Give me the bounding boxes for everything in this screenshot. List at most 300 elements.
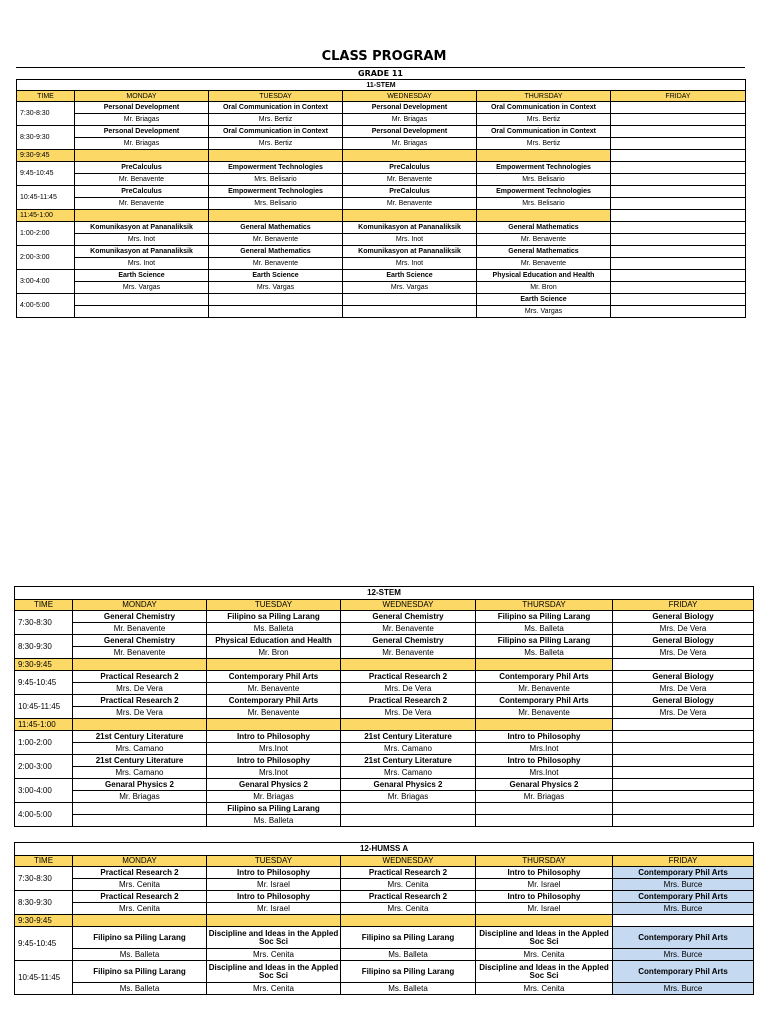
subject-cell: Filipino sa Piling Larang [341, 961, 476, 983]
break-time: 11:45-1:00 [17, 210, 75, 222]
teacher-cell: Mr. Briagas [341, 791, 476, 803]
break-cell [476, 659, 613, 671]
table-row [15, 635, 754, 647]
teacher-row [15, 647, 754, 659]
teacher-cell: Mrs. Belisario [477, 198, 611, 210]
subject-cell: Contemporary Phil Arts [476, 695, 613, 707]
teacher-row [17, 258, 746, 270]
teacher-cell: Mrs. De Vera [73, 683, 207, 695]
teacher-cell [611, 258, 746, 270]
break-time: 11:45-1:00 [15, 719, 73, 731]
section-title-row [17, 80, 746, 91]
teacher-cell: Mrs.Inot [207, 743, 341, 755]
break-cell [209, 150, 343, 162]
day-header-monday: MONDAY [73, 856, 207, 867]
time-slot: 1:00-2:00 [15, 731, 73, 755]
subject-cell: Contemporary Phil Arts [207, 671, 341, 683]
subject-cell [613, 755, 754, 767]
teacher-row [15, 879, 754, 891]
teacher-cell: Mr. Benavente [343, 174, 477, 186]
subject-cell: General Biology [613, 635, 754, 647]
table-row [17, 246, 746, 258]
teacher-row [17, 234, 746, 246]
subject-cell: General Chemistry [341, 635, 476, 647]
teacher-cell: Mrs. Bertiz [209, 138, 343, 150]
teacher-cell: Mrs. Cenita [207, 983, 341, 995]
subject-cell [611, 186, 746, 198]
subject-cell: General Chemistry [73, 611, 207, 623]
subject-cell: General Biology [613, 611, 754, 623]
teacher-cell: Mrs. Belisario [209, 198, 343, 210]
day-header-tuesday: TUESDAY [207, 856, 341, 867]
teacher-row [15, 743, 754, 755]
teacher-cell: Mrs. Burce [613, 983, 754, 995]
subject-cell: PreCalculus [75, 186, 209, 198]
time-slot: 3:00-4:00 [15, 779, 73, 803]
time-slot: 8:30-9:30 [17, 126, 75, 150]
teacher-cell [613, 767, 754, 779]
teacher-cell: Mrs. Inot [75, 258, 209, 270]
subject-cell: Earth Science [477, 294, 611, 306]
teacher-cell: Mrs. Belisario [209, 174, 343, 186]
teacher-cell: Mr. Benavente [207, 683, 341, 695]
time-slot: 2:00-3:00 [15, 755, 73, 779]
table-row [15, 611, 754, 623]
section-title-row [15, 843, 754, 856]
subject-cell: Intro to Philosophy [476, 867, 613, 879]
teacher-row [15, 903, 754, 915]
subject-cell: Filipino sa Piling Larang [476, 611, 613, 623]
teacher-cell: Mrs. De Vera [613, 623, 754, 635]
subject-cell: General Mathematics [209, 222, 343, 234]
subject-cell: Contemporary Phil Arts [613, 961, 754, 983]
teacher-cell [209, 306, 343, 318]
break-cell [207, 659, 341, 671]
teacher-row [17, 114, 746, 126]
subject-cell: Komunikasyon at Pananaliksik [343, 222, 477, 234]
break-cell [341, 659, 476, 671]
subject-cell: Contemporary Phil Arts [207, 695, 341, 707]
break-cell [613, 719, 754, 731]
teacher-cell: Mrs. Vargas [343, 282, 477, 294]
teacher-cell [613, 743, 754, 755]
teacher-cell: Mrs. Burce [613, 949, 754, 961]
teacher-cell: Mrs. De Vera [341, 683, 476, 695]
teacher-cell: Mr. Briagas [207, 791, 341, 803]
break-cell [477, 210, 611, 222]
teacher-cell: Mrs. De Vera [341, 707, 476, 719]
teacher-row [17, 174, 746, 186]
teacher-cell: Mrs. Vargas [75, 282, 209, 294]
schedule-table-12-humss-a [14, 842, 754, 995]
teacher-cell: Ms. Balleta [341, 949, 476, 961]
table-row [17, 102, 746, 114]
subject-cell [611, 270, 746, 282]
teacher-cell [611, 198, 746, 210]
teacher-cell: Mrs. Cenita [207, 949, 341, 961]
time-header: TIME [15, 600, 73, 611]
teacher-cell [611, 234, 746, 246]
table-row [15, 927, 754, 949]
subject-cell: General Chemistry [73, 635, 207, 647]
section-title-row [15, 587, 754, 600]
time-slot: 7:30-8:30 [15, 611, 73, 635]
teacher-row [15, 791, 754, 803]
teacher-row [15, 949, 754, 961]
teacher-cell: Mr. Benavente [207, 707, 341, 719]
teacher-cell: Mrs.Inot [207, 767, 341, 779]
time-slot: 3:00-4:00 [17, 270, 75, 294]
subject-cell: Contemporary Phil Arts [613, 927, 754, 949]
subject-cell: Genaral Physics 2 [476, 779, 613, 791]
day-header-thursday: THURSDAY [477, 91, 611, 102]
teacher-cell: Mrs. Belisario [477, 174, 611, 186]
subject-cell: Intro to Philosophy [207, 731, 341, 743]
teacher-cell: Mr. Benavente [75, 198, 209, 210]
day-header-tuesday: TUESDAY [209, 91, 343, 102]
teacher-cell: Mrs. Cenita [73, 903, 207, 915]
subject-cell: Practical Research 2 [73, 891, 207, 903]
time-slot: 4:00-5:00 [17, 294, 75, 318]
subject-cell: Practical Research 2 [341, 695, 476, 707]
subject-cell: Practical Research 2 [73, 867, 207, 879]
teacher-row [17, 138, 746, 150]
teacher-cell [476, 815, 613, 827]
teacher-cell: Mrs. Camano [73, 743, 207, 755]
time-slot: 7:30-8:30 [17, 102, 75, 126]
subject-cell: Empowerment Technologies [209, 162, 343, 174]
time-slot: 2:00-3:00 [17, 246, 75, 270]
teacher-cell: Mr. Benavente [209, 234, 343, 246]
teacher-row [15, 983, 754, 995]
subject-cell: General Mathematics [209, 246, 343, 258]
time-header: TIME [15, 856, 73, 867]
subject-cell: Komunikasyon at Pananaliksik [75, 222, 209, 234]
subject-cell: Discipline and Ideas in the Appled Soc Sci [476, 961, 613, 983]
subject-cell: 21st Century Literature [73, 731, 207, 743]
subject-cell [343, 294, 477, 306]
subject-cell: Oral Communication in Context [477, 102, 611, 114]
teacher-cell: Mr. Benavente [476, 707, 613, 719]
teacher-cell: Mr. Briagas [476, 791, 613, 803]
teacher-cell: Mrs. Cenita [476, 949, 613, 961]
teacher-cell [611, 282, 746, 294]
subject-cell [611, 102, 746, 114]
teacher-cell [611, 306, 746, 318]
subject-cell [476, 803, 613, 815]
subject-cell: Intro to Philosophy [476, 755, 613, 767]
subject-cell: Genaral Physics 2 [207, 779, 341, 791]
subject-cell: PreCalculus [343, 186, 477, 198]
subject-cell: Komunikasyon at Pananaliksik [343, 246, 477, 258]
break-time: 9:30-9:45 [17, 150, 75, 162]
subject-cell: Filipino sa Piling Larang [476, 635, 613, 647]
teacher-cell: Mr. Israel [476, 903, 613, 915]
teacher-row [15, 767, 754, 779]
break-cell [613, 915, 754, 927]
teacher-cell [341, 815, 476, 827]
subject-cell: 21st Century Literature [73, 755, 207, 767]
break-cell [73, 719, 207, 731]
subject-cell: Oral Communication in Context [209, 126, 343, 138]
day-header-wednesday: WEDNESDAY [341, 600, 476, 611]
subject-cell [613, 731, 754, 743]
day-header-thursday: THURSDAY [476, 856, 613, 867]
teacher-row [17, 282, 746, 294]
subject-cell: Physical Education and Health [207, 635, 341, 647]
break-cell [343, 210, 477, 222]
teacher-cell: Ms. Balleta [207, 815, 341, 827]
subject-cell: Filipino sa Piling Larang [341, 927, 476, 949]
teacher-cell: Mrs. De Vera [613, 683, 754, 695]
teacher-cell [73, 815, 207, 827]
teacher-cell: Mrs. Inot [75, 234, 209, 246]
break-cell [73, 659, 207, 671]
teacher-cell: Mrs. De Vera [613, 707, 754, 719]
teacher-row [15, 623, 754, 635]
subject-cell: Discipline and Ideas in the Appled Soc Sci [476, 927, 613, 949]
teacher-cell: Mr. Israel [207, 903, 341, 915]
teacher-cell: Mr. Briagas [343, 114, 477, 126]
time-slot: 10:45-11:45 [17, 186, 75, 210]
teacher-cell: Mr. Benavente [476, 683, 613, 695]
day-header-wednesday: WEDNESDAY [341, 856, 476, 867]
teacher-cell: Mrs.Inot [476, 743, 613, 755]
teacher-cell: Mrs. Cenita [476, 983, 613, 995]
subject-cell: Empowerment Technologies [477, 162, 611, 174]
subject-cell: Intro to Philosophy [207, 891, 341, 903]
subject-cell: Oral Communication in Context [477, 126, 611, 138]
teacher-cell [611, 174, 746, 186]
teacher-cell: Mr. Benavente [209, 258, 343, 270]
teacher-cell: Mrs. Burce [613, 879, 754, 891]
time-slot: 4:00-5:00 [15, 803, 73, 827]
teacher-cell: Mrs. Inot [343, 234, 477, 246]
break-cell [477, 150, 611, 162]
teacher-cell [75, 306, 209, 318]
teacher-cell: Mr. Briagas [343, 138, 477, 150]
break-cell [207, 719, 341, 731]
teacher-cell: Mr. Benavente [477, 258, 611, 270]
subject-cell: General Mathematics [477, 246, 611, 258]
subject-cell [611, 162, 746, 174]
break-row [15, 659, 754, 671]
subject-cell: Intro to Philosophy [476, 731, 613, 743]
teacher-cell: Mr. Benavente [341, 623, 476, 635]
table-row [15, 891, 754, 903]
day-header-row [15, 856, 754, 867]
teacher-cell: Mrs. Bertiz [209, 114, 343, 126]
teacher-cell: Mrs. Camano [341, 743, 476, 755]
subject-cell: Practical Research 2 [341, 671, 476, 683]
teacher-cell: Mrs. Vargas [477, 306, 611, 318]
subject-cell: Intro to Philosophy [476, 891, 613, 903]
table-row [15, 803, 754, 815]
subject-cell: Intro to Philosophy [207, 867, 341, 879]
teacher-cell [613, 815, 754, 827]
teacher-cell: Mr. Benavente [477, 234, 611, 246]
subject-cell: Discipline and Ideas in the Appled Soc Sci [207, 927, 341, 949]
table-row [17, 162, 746, 174]
schedule-table-11-stem [16, 79, 746, 318]
table-row [15, 731, 754, 743]
subject-cell: Discipline and Ideas in the Appled Soc Sci [207, 961, 341, 983]
table-row [15, 671, 754, 683]
teacher-cell [343, 306, 477, 318]
subject-cell [611, 246, 746, 258]
subject-cell: 21st Century Literature [341, 755, 476, 767]
grade-label: GRADE 11 [358, 69, 403, 78]
subject-cell: Physical Education and Health [477, 270, 611, 282]
teacher-cell: Ms. Balleta [73, 983, 207, 995]
teacher-cell [611, 138, 746, 150]
teacher-cell: Mr. Briagas [73, 791, 207, 803]
table-row [17, 270, 746, 282]
teacher-cell: Mr. Briagas [75, 114, 209, 126]
break-row [15, 719, 754, 731]
day-header-friday: FRIDAY [613, 856, 754, 867]
day-header-tuesday: TUESDAY [207, 600, 341, 611]
subject-cell: General Biology [613, 671, 754, 683]
subject-cell: Practical Research 2 [341, 891, 476, 903]
break-cell [611, 150, 746, 162]
subject-cell: Practical Research 2 [341, 867, 476, 879]
break-cell [476, 719, 613, 731]
teacher-cell: Mr. Benavente [73, 647, 207, 659]
teacher-row [15, 815, 754, 827]
teacher-cell: Ms. Balleta [73, 949, 207, 961]
subject-cell: 21st Century Literature [341, 731, 476, 743]
time-header: TIME [17, 91, 75, 102]
table-row [15, 779, 754, 791]
break-cell [73, 915, 207, 927]
teacher-cell: Mrs. Camano [341, 767, 476, 779]
teacher-cell: Mr. Israel [207, 879, 341, 891]
break-cell [341, 719, 476, 731]
break-row [15, 915, 754, 927]
subject-cell [73, 803, 207, 815]
break-cell [611, 210, 746, 222]
subject-cell: General Chemistry [341, 611, 476, 623]
teacher-row [17, 306, 746, 318]
subject-cell: PreCalculus [343, 162, 477, 174]
time-slot: 7:30-8:30 [15, 867, 73, 891]
section-name: 12-HUMSS A [15, 843, 754, 856]
table-row [15, 867, 754, 879]
day-header-thursday: THURSDAY [476, 600, 613, 611]
day-header-friday: FRIDAY [613, 600, 754, 611]
time-slot: 10:45-11:45 [15, 695, 73, 719]
subject-cell: PreCalculus [75, 162, 209, 174]
break-cell [341, 915, 476, 927]
break-cell [75, 150, 209, 162]
subject-cell: General Mathematics [477, 222, 611, 234]
title-divider [16, 67, 745, 68]
break-time: 9:30-9:45 [15, 659, 73, 671]
subject-cell: Contemporary Phil Arts [476, 671, 613, 683]
subject-cell: Filipino sa Piling Larang [207, 803, 341, 815]
table-row [15, 695, 754, 707]
table-row [17, 222, 746, 234]
table-row [15, 755, 754, 767]
subject-cell: Earth Science [343, 270, 477, 282]
time-slot: 9:45-10:45 [15, 927, 73, 961]
teacher-cell: Mrs. De Vera [73, 707, 207, 719]
subject-cell: Contemporary Phil Arts [613, 867, 754, 879]
subject-cell: Komunikasyon at Pananaliksik [75, 246, 209, 258]
time-slot: 9:45-10:45 [15, 671, 73, 695]
subject-cell: Genaral Physics 2 [73, 779, 207, 791]
teacher-cell: Ms. Balleta [476, 647, 613, 659]
subject-cell: Genaral Physics 2 [341, 779, 476, 791]
day-header-row [17, 91, 746, 102]
subject-cell: General Biology [613, 695, 754, 707]
break-cell [343, 150, 477, 162]
teacher-cell [613, 791, 754, 803]
teacher-cell: Mr. Benavente [75, 174, 209, 186]
subject-cell: Practical Research 2 [73, 671, 207, 683]
teacher-cell: Mr. Briagas [75, 138, 209, 150]
teacher-cell: Mrs. Vargas [209, 282, 343, 294]
section-name: 11-STEM [17, 80, 746, 91]
subject-cell: Filipino sa Piling Larang [73, 927, 207, 949]
time-slot: 9:45-10:45 [17, 162, 75, 186]
schedule-table-12-stem [14, 586, 754, 827]
subject-cell: Personal Development [343, 126, 477, 138]
break-cell [75, 210, 209, 222]
subject-cell [613, 779, 754, 791]
day-header-monday: MONDAY [75, 91, 209, 102]
break-row [17, 210, 746, 222]
subject-cell [611, 294, 746, 306]
teacher-cell: Mrs. Inot [343, 258, 477, 270]
time-slot: 10:45-11:45 [15, 961, 73, 995]
page-title: CLASS PROGRAM [321, 49, 447, 64]
section-name: 12-STEM [15, 587, 754, 600]
subject-cell: Earth Science [209, 270, 343, 282]
subject-cell: Intro to Philosophy [207, 755, 341, 767]
teacher-row [15, 707, 754, 719]
teacher-cell: Mrs. Bertiz [477, 114, 611, 126]
subject-cell [611, 222, 746, 234]
day-header-wednesday: WEDNESDAY [343, 91, 477, 102]
table-row [17, 126, 746, 138]
teacher-cell: Mr. Bron [207, 647, 341, 659]
subject-cell: Empowerment Technologies [477, 186, 611, 198]
teacher-row [15, 683, 754, 695]
table-row [17, 294, 746, 306]
teacher-cell: Mrs. Bertiz [477, 138, 611, 150]
subject-cell: Oral Communication in Context [209, 102, 343, 114]
day-header-row [15, 600, 754, 611]
break-row [17, 150, 746, 162]
teacher-cell: Mrs.Inot [476, 767, 613, 779]
day-header-monday: MONDAY [73, 600, 207, 611]
subject-cell: Practical Research 2 [73, 695, 207, 707]
teacher-cell: Ms. Balleta [341, 983, 476, 995]
teacher-cell: Mrs. De Vera [613, 647, 754, 659]
subject-cell [613, 803, 754, 815]
teacher-cell: Mrs. Cenita [73, 879, 207, 891]
subject-cell [209, 294, 343, 306]
subject-cell: Personal Development [75, 102, 209, 114]
teacher-cell: Mrs. Cenita [341, 903, 476, 915]
teacher-cell: Mr. Benavente [73, 623, 207, 635]
teacher-cell: Ms. Balleta [207, 623, 341, 635]
teacher-cell: Mrs. Cenita [341, 879, 476, 891]
break-cell [209, 210, 343, 222]
subject-cell: Personal Development [343, 102, 477, 114]
